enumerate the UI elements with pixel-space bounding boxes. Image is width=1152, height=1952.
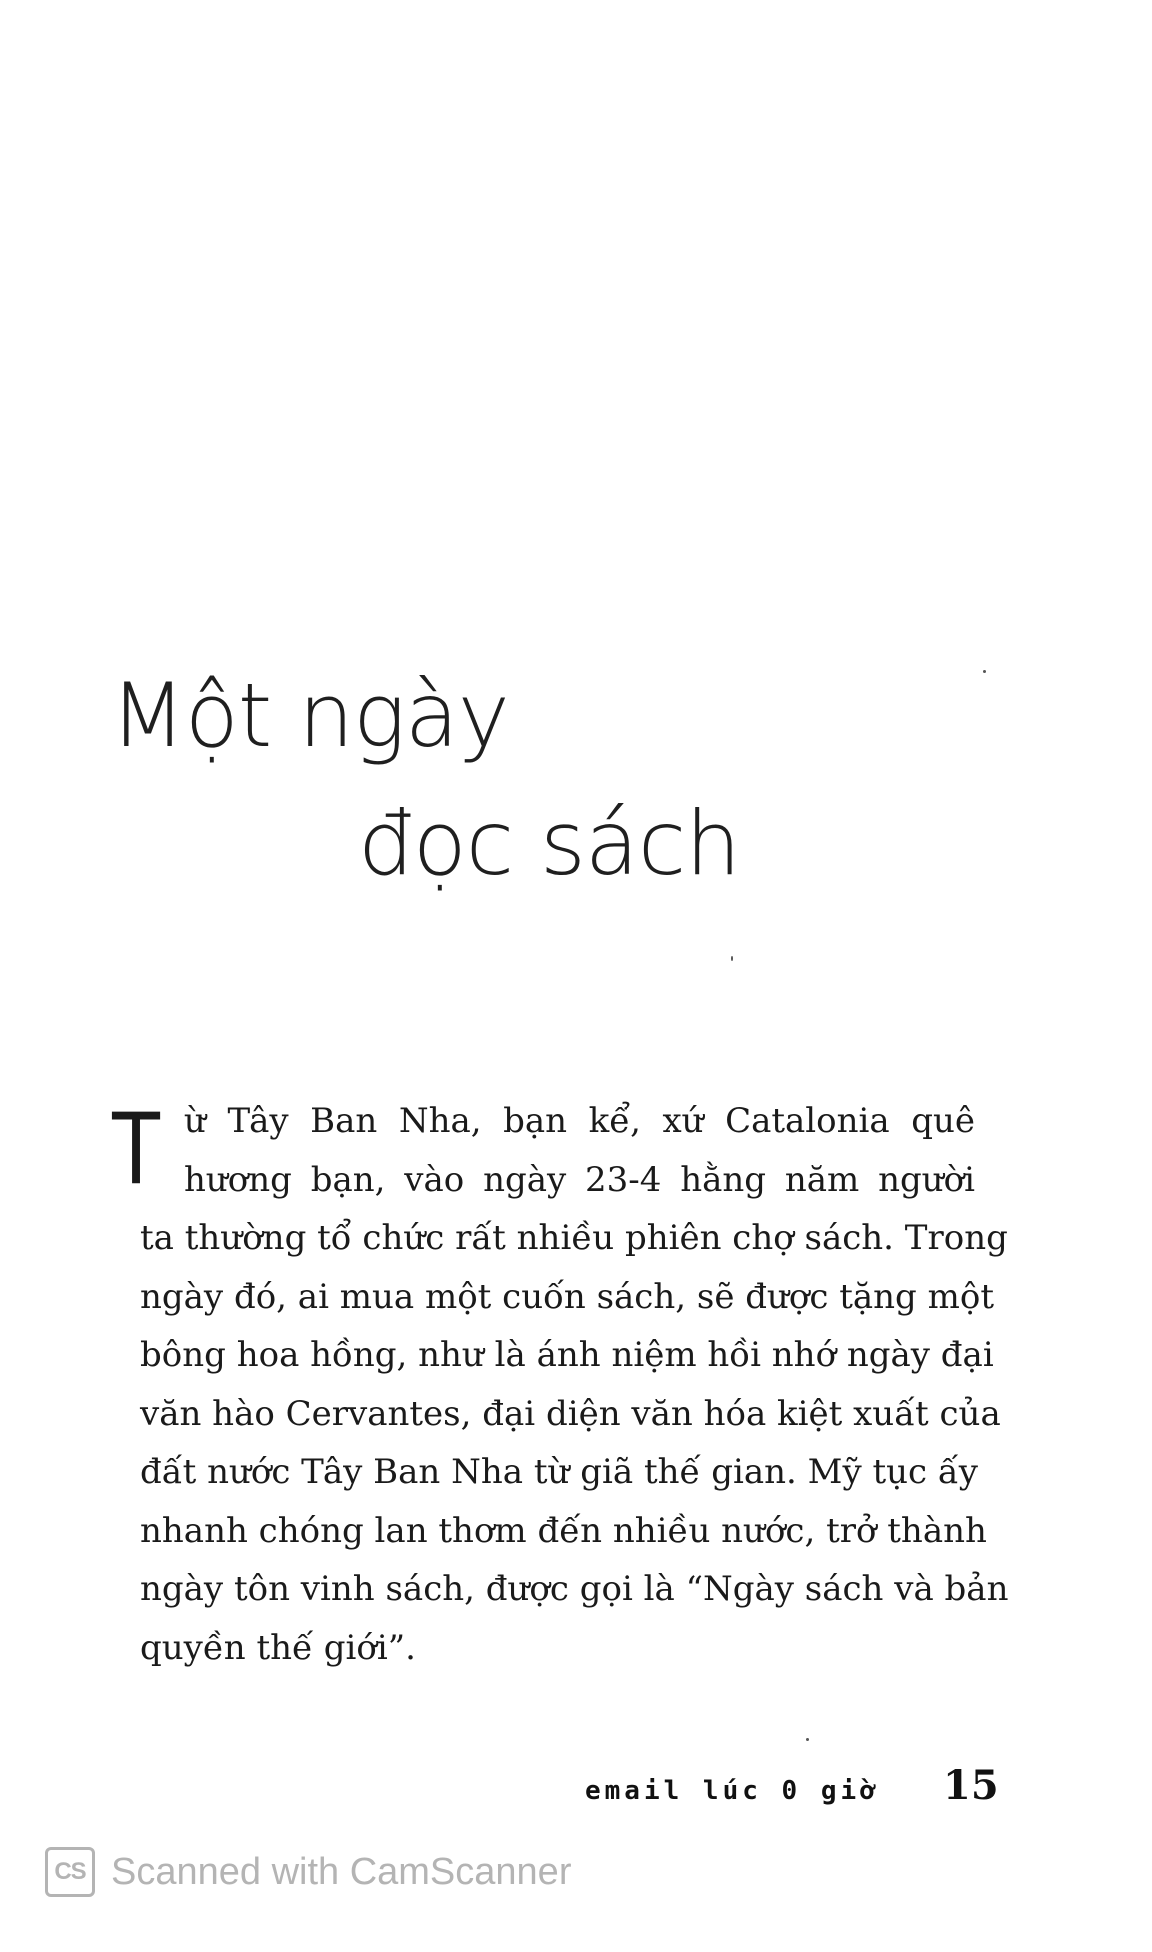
page-number: 15 xyxy=(943,1762,999,1809)
body-paragraph xyxy=(140,1092,1009,1677)
scan-speck xyxy=(806,1738,809,1741)
body-line: hương bạn, vào ngày 23-4 hằng năm người xyxy=(184,1159,975,1200)
body-line: ta thường tổ chức rất nhiều phiên chợ sách. Trong xyxy=(140,1218,1008,1258)
camscanner-logo-icon: CS xyxy=(45,1847,95,1897)
watermark-text: Scanned with CamScanner xyxy=(111,1850,572,1893)
body-line: bông hoa hồng, như là ánh niệm hồi nhớ ngày đại xyxy=(140,1335,994,1375)
body-line: văn hào Cervantes, đại diện văn hóa kiệt xuất của xyxy=(140,1393,1001,1434)
body-line: ngày tôn vinh sách, được gọi là “Ngày sách và bản xyxy=(140,1569,1009,1609)
chapter-title-line-1: Một ngày xyxy=(110,664,509,767)
body-line: nhanh chóng lan thơm đến nhiều nước, trở thành xyxy=(140,1510,987,1551)
camscanner-watermark xyxy=(45,1845,571,1899)
drop-cap: T xyxy=(110,1090,163,1206)
scan-speck xyxy=(983,670,986,673)
body-line: đất nước Tây Ban Nha từ giã thế gian. Mỹ tục ấy xyxy=(140,1452,978,1492)
body-line: quyền thế giới”. xyxy=(140,1627,416,1668)
body-line: ừ Tây Ban Nha, bạn kể, xứ Catalonia quê xyxy=(184,1101,975,1141)
chapter-title-line-2: đọc sách xyxy=(358,792,740,895)
scan-speck xyxy=(731,956,733,961)
body-line: ngày đó, ai mua một cuốn sách, sẽ được tặng một xyxy=(140,1276,995,1317)
running-footer-title: email lúc 0 giờ xyxy=(585,1776,880,1806)
